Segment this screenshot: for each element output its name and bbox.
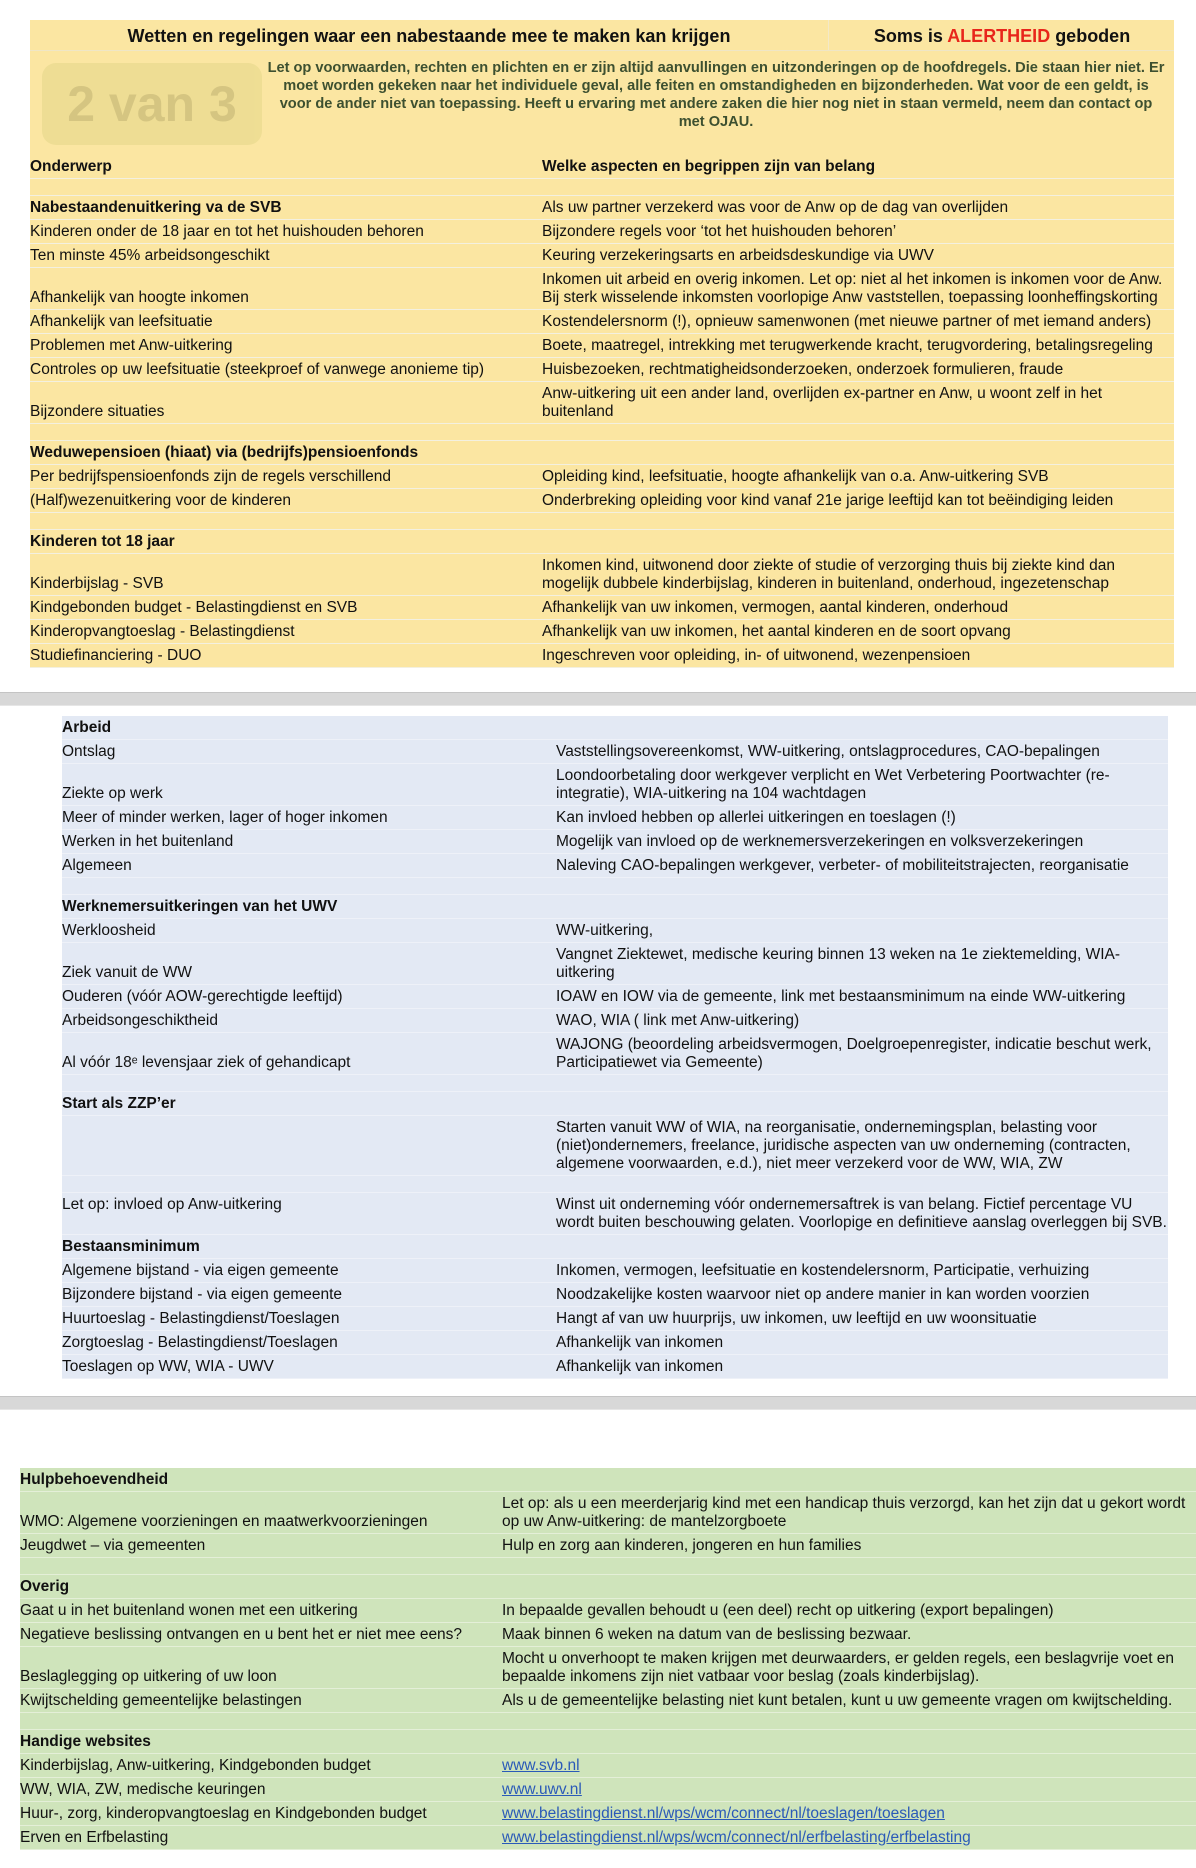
cell-topic: Kindgebonden budget - Belastingdienst en SVB xyxy=(30,599,358,616)
table-row xyxy=(30,358,1174,382)
table-row xyxy=(30,554,1174,596)
table-row xyxy=(30,268,1174,310)
table-row xyxy=(20,1689,1196,1713)
cell-topic: Negatieve beslissing ontvangen en u bent het er niet mee eens? xyxy=(20,1626,463,1643)
cell-aspect: Inkomen kind, uitwonend door ziekte of studie of verzorging thuis bij ziekte kind dan mogelijk dubbele kinderbijslag, kinderen in buitenland, onderhoud, ingezetenschap xyxy=(542,557,1115,592)
cell-aspect: Vaststellingsovereenkomst, WW-uitkering, ontslagprocedures, CAO-bepalingen xyxy=(556,743,1100,760)
cell-aspect: WW-uitkering, xyxy=(556,922,654,939)
cell-topic: Afhankelijk van hoogte inkomen xyxy=(30,289,249,306)
column-header-onderwerp: Onderwerp xyxy=(30,158,112,175)
cell-topic: Erven en Erfbelasting xyxy=(20,1829,169,1846)
table-row xyxy=(20,1623,1196,1647)
table-row xyxy=(20,1599,1196,1623)
cell-link xyxy=(502,1778,1196,1802)
website-link[interactable]: www.belastingdienst.nl/wps/wcm/connect/nl/toeslagen/toeslagen xyxy=(502,1805,945,1822)
section-header-row xyxy=(62,895,1168,919)
header-row xyxy=(30,20,1174,51)
cell-aspect: Keuring verzekeringsarts en arbeidsdeskundige via UWV xyxy=(542,247,935,264)
cell-aspect: Anw-uitkering uit een ander land, overlijden ex-partner en Anw, u woont zelf in het buitenland xyxy=(542,385,1103,420)
table-row xyxy=(20,1534,1196,1558)
table-row xyxy=(62,985,1168,1009)
cell-topic: Ziek vanuit de WW xyxy=(62,964,193,981)
table-header-row xyxy=(30,155,1174,179)
cell-topic: Kinderen onder de 18 jaar en tot het huishouden behoren xyxy=(30,223,424,240)
cell-topic: Kinderbijslag, Anw-uitkering, Kindgebonden budget xyxy=(20,1757,371,1774)
section-header-row xyxy=(20,1575,1196,1599)
section-title: Start als ZZP’er xyxy=(62,1095,176,1112)
cell-aspect: Maak binnen 6 weken na datum van de beslissing bezwaar. xyxy=(502,1626,912,1643)
sheet-hulp xyxy=(20,1468,1196,1850)
cell-aspect: Bijzondere regels voor ‘tot het huishouden behoren’ xyxy=(542,223,897,240)
cell-aspect: Boete, maatregel, intrekking met terugwerkende kracht, terugvordering, betalingsregeling xyxy=(542,337,1153,354)
cell-topic: Gaat u in het buitenland wonen met een uitkering xyxy=(20,1602,358,1619)
cell-aspect: WAJONG (beoordeling arbeidsvermogen, Doelgroepenregister, indicatie beschut werk, Participatiewet via Gemeente) xyxy=(556,1036,1152,1071)
cell-topic: Controles op uw leefsituatie (steekproef of vanwege anonieme tip) xyxy=(30,361,485,378)
cell-aspect: Hulp en zorg aan kinderen, jongeren en hun families xyxy=(502,1537,862,1554)
table-row xyxy=(62,740,1168,764)
cell-topic: (Half)wezenuitkering voor de kinderen xyxy=(30,492,292,509)
table-row xyxy=(30,244,1174,268)
cell-aspect: Vangnet Ziektewet, medische keuring binnen 13 weken na 1e ziektemelding, WIA-uitkering xyxy=(556,946,1121,981)
table-row xyxy=(30,310,1174,334)
table-row xyxy=(62,806,1168,830)
cell-topic: Algemene bijstand - via eigen gemeente xyxy=(62,1262,339,1279)
cell-topic: WMO: Algemene voorzieningen en maatwerkvoorzieningen xyxy=(20,1513,428,1530)
cell-aspect: In bepaalde gevallen behoudt u (een deel) recht op uitkering (export bepalingen) xyxy=(502,1602,1054,1619)
section-title: Overig xyxy=(20,1578,70,1595)
table-row xyxy=(62,1259,1168,1283)
cell-aspect: Huisbezoeken, rechtmatigheidsonderzoeken, onderzoek formulieren, fraude xyxy=(542,361,1064,378)
website-link[interactable]: www.belastingdienst.nl/wps/wcm/connect/nl/erfbelasting/erfbelasting xyxy=(502,1829,971,1846)
cell-link xyxy=(502,1754,1196,1778)
cell-aspect: Mogelijk van invloed op de werknemersverzekeringen en volksverzekeringen xyxy=(556,833,1084,850)
sheet-nabestaanden xyxy=(30,20,1174,668)
cell-topic: Jeugdwet – via gemeenten xyxy=(20,1537,206,1554)
section-title: Bestaansminimum xyxy=(62,1238,200,1255)
section-header-row xyxy=(30,441,1174,465)
cell-aspect: Starten vanuit WW of WIA, na reorganisatie, ondernemingsplan, belasting voor (niet)ondernemers, freelance, juridische aspecten van uw onderneming (contracten, algemene voorwaarden, e.d.), niet meer verzekerd voor de WW, WIA, ZW xyxy=(556,1119,1131,1172)
section-title: Weduwepensioen (hiaat) via (bedrijfs)pensioenfonds xyxy=(30,444,419,461)
table-row xyxy=(62,1009,1168,1033)
cell-aspect: Hangt af van uw huurprijs, uw inkomen, uw leeftijd en uw woonsituatie xyxy=(556,1310,1037,1327)
table-row xyxy=(62,830,1168,854)
section-title: Arbeid xyxy=(62,719,112,736)
column-header-aspecten: Welke aspecten en begrippen zijn van belang xyxy=(542,158,876,175)
cell-topic: Werkloosheid xyxy=(62,922,156,939)
cell-aspect: IOAW en IOW via de gemeente, link met bestaansminimum na einde WW-uitkering xyxy=(556,988,1126,1005)
section-header-row xyxy=(30,530,1174,554)
table-arbeid xyxy=(62,716,1168,1379)
table-row xyxy=(30,489,1174,513)
table-row xyxy=(62,1033,1168,1075)
section-title: Hulpbehoevendheid xyxy=(20,1471,169,1488)
cell-topic: Kinderbijslag - SVB xyxy=(30,575,164,592)
cell-aspect: Winst uit onderneming vóór ondernemersaftrek is van belang. Fictief percentage VU wordt buiten beschouwing gelaten. Voorlopige en definitieve aanslag overleggen bij SVB. xyxy=(556,1196,1167,1231)
page-badge: 2 van 3 xyxy=(42,63,262,145)
table-nabestaanden xyxy=(30,155,1174,668)
cell-topic: Arbeidsongeschiktheid xyxy=(62,1012,218,1029)
cell-aspect: Kan invloed hebben op allerlei uitkeringen en toeslagen (!) xyxy=(556,809,956,826)
cell-aspect: Als u de gemeentelijke belasting niet kunt betalen, kunt u uw gemeente vragen om kwijtschelding. xyxy=(502,1692,1173,1709)
sheet-divider xyxy=(0,692,1196,706)
table-row xyxy=(30,220,1174,244)
alert-word: ALERTHEID xyxy=(947,26,1051,46)
cell-link xyxy=(502,1826,1196,1850)
section-title: Nabestaandenuitkering va de SVB xyxy=(30,199,282,216)
table-row xyxy=(62,919,1168,943)
page-title: Wetten en regelingen waar een nabestaande mee te maken kan krijgen xyxy=(30,20,829,50)
cell-aspect: Afhankelijk van uw inkomen, vermogen, aantal kinderen, onderhoud xyxy=(542,599,1009,616)
cell-topic: Let op: invloed op Anw-uitkering xyxy=(62,1196,282,1213)
cell-link xyxy=(502,1802,1196,1826)
cell-topic: Zorgtoeslag - Belastingdienst/Toeslagen xyxy=(62,1334,338,1351)
website-link[interactable]: www.svb.nl xyxy=(502,1757,580,1774)
intro-block xyxy=(30,51,1174,155)
cell-topic: Toeslagen op WW, WIA - UWV xyxy=(62,1358,274,1375)
cell-topic: Ziekte op werk xyxy=(62,785,163,802)
table-row xyxy=(20,1647,1196,1689)
section-header-row xyxy=(62,716,1168,740)
cell-aspect: Ingeschreven voor opleiding, in- of uitwonend, wezenpensioen xyxy=(542,647,971,664)
section-header-row xyxy=(62,1235,1168,1259)
table-row xyxy=(20,1826,1196,1850)
cell-topic: Kinderopvangtoeslag - Belastingdienst xyxy=(30,623,295,640)
cell-topic: Al vóór 18ᵉ levensjaar ziek of gehandicapt xyxy=(62,1054,351,1071)
section-header-row xyxy=(20,1730,1196,1754)
section-header-row xyxy=(62,1092,1168,1116)
cell-aspect: Afhankelijk van inkomen xyxy=(556,1334,724,1351)
cell-aspect: Loondoorbetaling door werkgever verplicht en Wet Verbetering Poortwachter (re-integratie), WIA-uitkering na 104 wachtdagen xyxy=(556,767,1110,802)
table-row xyxy=(30,644,1174,668)
sheet-arbeid xyxy=(62,716,1168,1379)
cell-topic: Per bedrijfspensioenfonds zijn de regels verschillend xyxy=(30,468,392,485)
alert-heading: Soms is ALERTHEID geboden xyxy=(873,26,1131,46)
cell-topic: Bijzondere situaties xyxy=(30,403,165,420)
cell-topic: WW, WIA, ZW, medische keuringen xyxy=(20,1781,266,1798)
cell-aspect: Afhankelijk van uw inkomen, het aantal kinderen en de soort opvang xyxy=(542,623,1011,640)
website-link[interactable]: www.uwv.nl xyxy=(502,1781,582,1798)
table-row xyxy=(20,1492,1196,1534)
cell-topic: Ten minste 45% arbeidsongeschikt xyxy=(30,247,270,264)
cell-topic: Werken in het buitenland xyxy=(62,833,234,850)
table-row xyxy=(62,1355,1168,1379)
section-title: Kinderen tot 18 jaar xyxy=(30,533,175,550)
intro-text: Let op voorwaarden, rechten en plichten en er zijn altijd aanvullingen en uitzonderingen op de hoofdregels. Die staan hier niet. Er moet worden gekeken naar het individuele geval, alle feiten en omstandigheden en bijzonderheden. Wat voor de een geldt, is voor de ander niet van toepassing. Heeft u ervaring met andere zaken die hier nog niet in staan vermeld, neem dan contact op met OJAU. xyxy=(267,60,1165,130)
table-row xyxy=(62,1331,1168,1355)
cell-topic: Meer of minder werken, lager of hoger inkomen xyxy=(62,809,388,826)
cell-topic: Problemen met Anw-uitkering xyxy=(30,337,233,354)
cell-aspect: Let op: als u een meerderjarig kind met een handicap thuis verzorgd, kan het zijn dat u gekort wordt op uw Anw-uitkering: de mantelzorgboete xyxy=(502,1495,1186,1530)
table-row xyxy=(30,465,1174,489)
cell-aspect: Mocht u onverhoopt te maken krijgen met deurwaarders, er gelden regels, een beslagvrije voet en bepaalde inkomens zijn niet vatbaar voor beslag (zoals kinderbijslag). xyxy=(502,1650,1175,1685)
cell-topic: Ontslag xyxy=(62,743,116,760)
cell-topic: Huurtoeslag - Belastingdienst/Toeslagen xyxy=(62,1310,340,1327)
table-row xyxy=(20,1778,1196,1802)
table-row xyxy=(62,1307,1168,1331)
table-row xyxy=(20,1754,1196,1778)
table-row xyxy=(30,382,1174,424)
cell-aspect: WAO, WIA ( link met Anw-uitkering) xyxy=(556,1012,800,1029)
section-title: Werknemersuitkeringen van het UWV xyxy=(62,898,338,915)
cell-aspect: Afhankelijk van inkomen xyxy=(556,1358,724,1375)
cell-topic: Kwijtschelding gemeentelijke belastingen xyxy=(20,1692,302,1709)
table-row xyxy=(30,596,1174,620)
section-header-row xyxy=(30,196,1174,220)
table-hulp xyxy=(20,1468,1196,1850)
table-row xyxy=(30,334,1174,358)
cell-aspect: Inkomen uit arbeid en overig inkomen. Let op: niet al het inkomen is inkomen voor de Anw. Bij sterk wisselende inkomsten voorlopige Anw vaststellen, toepassing loonheffingskorting xyxy=(542,271,1163,306)
table-row xyxy=(62,1193,1168,1235)
cell-aspect: Onderbreking opleiding voor kind vanaf 21e jarige leeftijd kan tot beëindiging leiden xyxy=(542,492,1114,509)
cell-aspect: Naleving CAO-bepalingen werkgever, verbeter- of mobiliteitstrajecten, reorganisatie xyxy=(556,857,1129,874)
cell-aspect: Inkomen, vermogen, leefsituatie en kostendelersnorm, Participatie, verhuizing xyxy=(556,1262,1090,1279)
table-row xyxy=(62,1116,1168,1176)
cell-aspect: Opleiding kind, leefsituatie, hoogte afhankelijk van o.a. Anw-uitkering SVB xyxy=(542,468,1049,485)
cell-topic: Studiefinanciering - DUO xyxy=(30,647,202,664)
table-row xyxy=(62,854,1168,878)
table-row xyxy=(62,1283,1168,1307)
cell-topic: Afhankelijk van leefsituatie xyxy=(30,313,213,330)
section-title: Handige websites xyxy=(20,1733,151,1750)
cell-topic: Algemeen xyxy=(62,857,132,874)
section-note: Als uw partner verzekerd was voor de Anw op de dag van overlijden xyxy=(542,199,1009,216)
section-header-row xyxy=(20,1468,1196,1492)
table-row xyxy=(62,943,1168,985)
table-row xyxy=(62,764,1168,806)
cell-topic: Bijzondere bijstand - via eigen gemeente xyxy=(62,1286,343,1303)
cell-topic: Ouderen (vóór AOW-gerechtigde leeftijd) xyxy=(62,988,343,1005)
table-row xyxy=(20,1802,1196,1826)
cell-topic: Huur-, zorg, kinderopvangtoeslag en Kindgebonden budget xyxy=(20,1805,427,1822)
cell-aspect: Kostendelersnorm (!), opnieuw samenwonen (met nieuwe partner of met iemand anders) xyxy=(542,313,1152,330)
cell-topic: Beslaglegging op uitkering of uw loon xyxy=(20,1668,277,1685)
table-row xyxy=(30,620,1174,644)
sheet-divider xyxy=(0,1396,1196,1410)
cell-aspect: Noodzakelijke kosten waarvoor niet op andere manier in kan worden voorzien xyxy=(556,1286,1090,1303)
